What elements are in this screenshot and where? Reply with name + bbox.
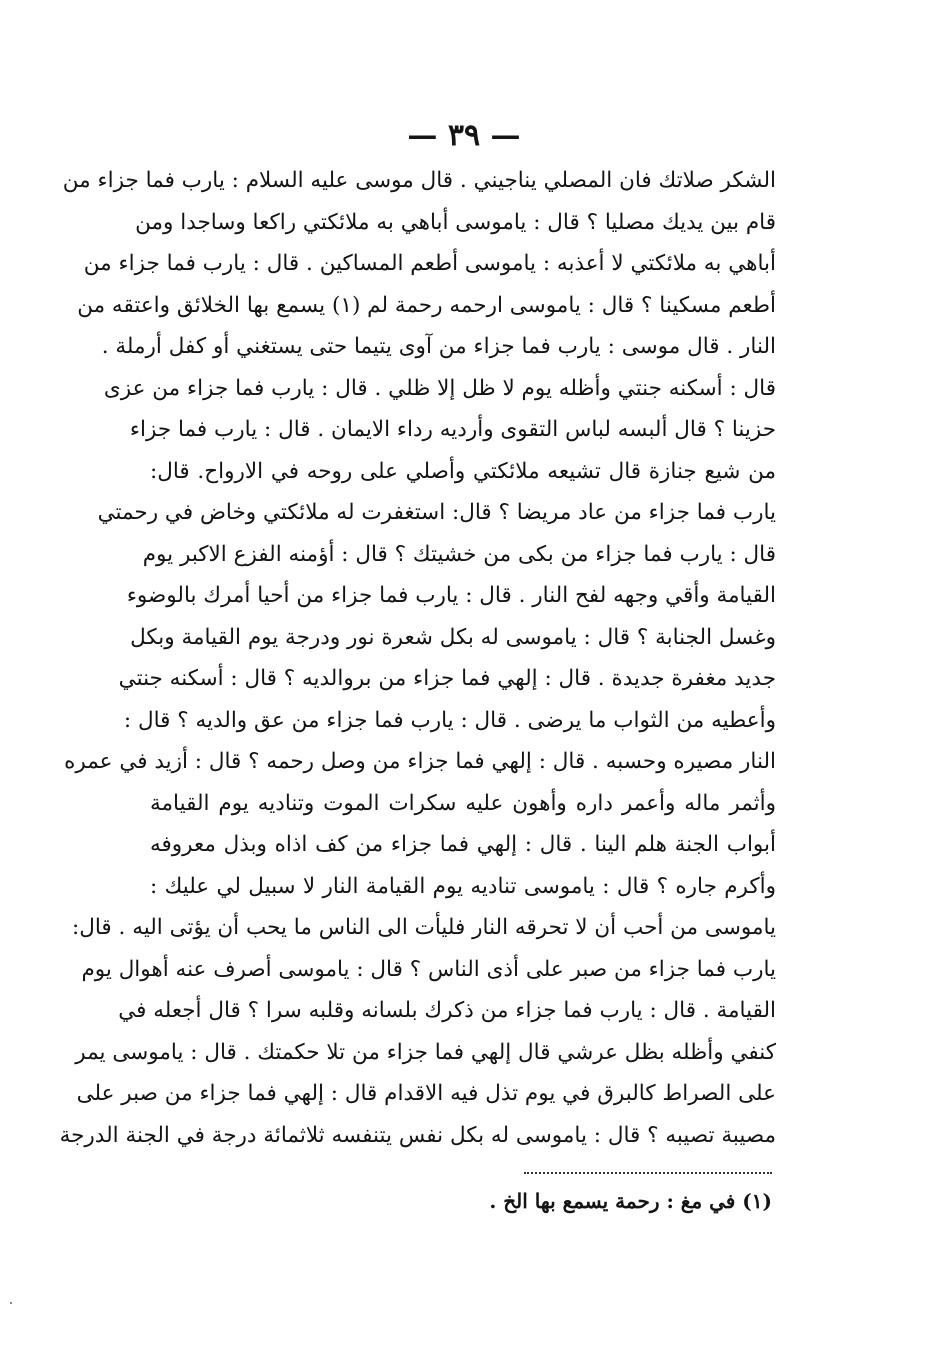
footnote: (١) في مغ : رحمة يسمع بها الخ . <box>489 1189 772 1213</box>
text-line: قال : يارب فما جزاء من بكى من خشيتك ؟ قال : أؤمنه الفزع الاكبر يوم <box>142 541 776 567</box>
text-line: القيامة وأقي وجهه لفح النار . قال : يارب فما جزاء من أحيا أمرك بالوضوء <box>126 583 776 608</box>
text-line: أبواب الجنة هلم الينا . قال : إلهي فما جزاء من كف اذاه وبذل معروفه <box>150 832 776 857</box>
text-line: وأعطيه من الثواب ما يرضى . قال : يارب فما جزاء من عق والديه ؟ قال : <box>123 707 776 733</box>
page-number: — ٣٩ — <box>407 118 521 153</box>
text-line: النار مصيره وحسبه . قال : إلهي فما جزاء من وصل رحمه ؟ قال : أزيد في عمره <box>64 749 776 774</box>
text-line: على الصراط كالبرق في يوم تذل فيه الاقدام قال : إلهي فما جزاء من صبر على <box>76 1081 776 1106</box>
footnote-divider <box>524 1172 772 1174</box>
text-line: وأثمر ماله وأعمر داره وأهون عليه سكرات الموت وتناديه يوم القيامة <box>150 790 776 816</box>
text-line: قام بين يديك مصليا ؟ قال : ياموسى أباهي به ملائكتي راكعا وساجدا ومن <box>135 209 776 235</box>
text-line: يارب فما جزاء من عاد مريضا ؟ قال: استغفرت له ملائكتي وخاض في رحمتي <box>97 500 776 525</box>
text-line: من شيع جنازة قال تشيعه ملائكتي وأصلي على روحه في الارواح. قال: <box>150 458 776 484</box>
body-text <box>59 160 776 1156</box>
text-line: يارب فما جزاء من صبر على أذى الناس ؟ قال : ياموسى أصرف عنه أهوال يوم <box>81 956 776 982</box>
text-line: النار . قال موسى : يارب فما جزاء من آوى يتيما حتى يستغني أو كفل أرملة . <box>101 334 776 359</box>
text-line: القيامة . قال : يارب فما جزاء من ذكرك بلسانه وقلبه سرا ؟ قال أجعله في <box>118 998 776 1023</box>
text-line: كنفي وأظله بظل عرشي قال إلهي فما جزاء من تلا حكمتك . قال : ياموسى يمر <box>75 1039 776 1065</box>
text-line: أطعم مسكينا ؟ قال : ياموسى ارحمه رحمة لم (١) يسمع بها الخلائق واعتقه من <box>77 292 776 318</box>
text-line: وأكرم جاره ؟ قال : ياموسى تناديه يوم القيامة النار لا سبيل لي عليك : <box>150 873 776 899</box>
text-line: مصيبة تصيبه ؟ قال : ياموسى له بكل نفس يتنفسه ثلاثمائة درجة في الجنة الدرجة <box>59 1122 776 1148</box>
text-line: قال : أسكنه جنتي وأظله يوم لا ظل إلا ظلي . قال : يارب فما جزاء من عزى <box>103 375 776 401</box>
text-line: جديد مغفرة جديدة . قال : إلهي فما جزاء من بروالديه ؟ قال : أسكنه جنتي <box>118 666 776 691</box>
scan-speck <box>10 1302 12 1304</box>
text-line: وغسل الجنابة ؟ قال : ياموسى له بكل شعرة نور ودرجة يوم القيامة وبكل <box>130 624 776 650</box>
text-line: أباهي به ملائكتي لا أعذبه : ياموسى أطعم المساكين . قال : يارب فما جزاء من <box>83 251 776 276</box>
text-line: الشكر صلاتك فان المصلي يناجيني . قال موسى عليه السلام : يارب فما جزاء من <box>62 168 776 193</box>
text-line: ياموسى من أحب أن لا تحرقه النار فليأت الى الناس ما يحب أن يؤتى اليه . قال: <box>72 915 776 940</box>
text-line: حزينا ؟ قال ألبسه لباس التقوى وأرديه رداء الايمان . قال : يارب فما جزاء <box>129 417 776 442</box>
